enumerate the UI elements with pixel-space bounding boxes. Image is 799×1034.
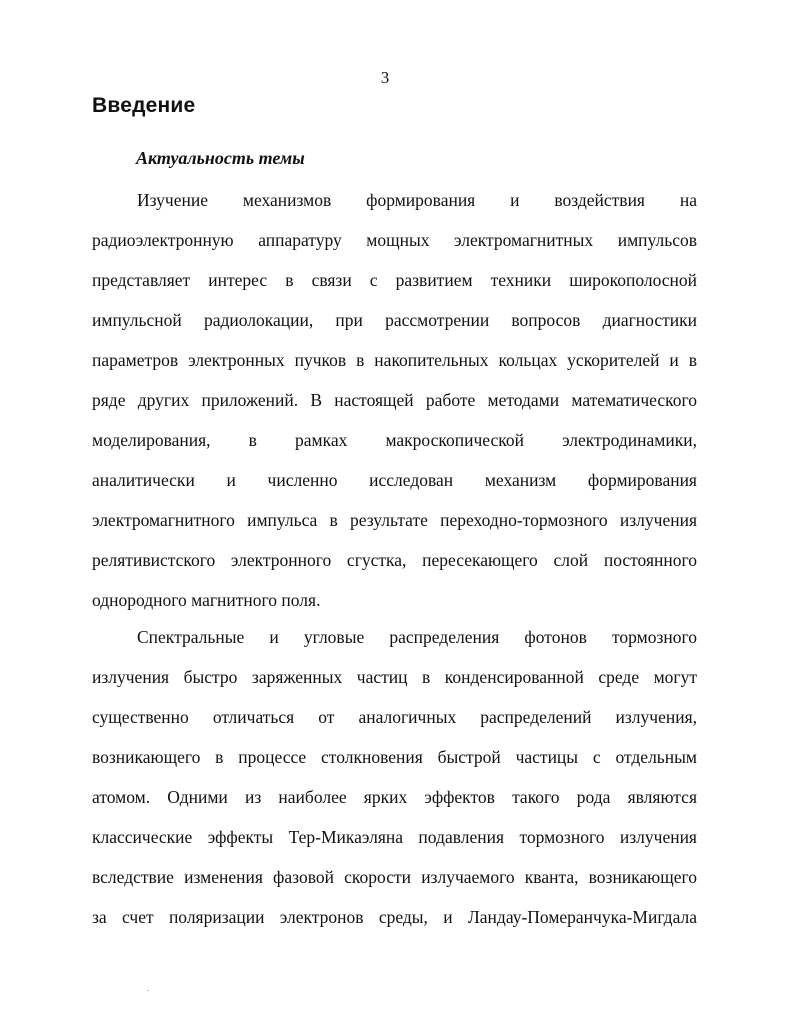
paragraph-line: ряде других приложений. В настоящей работе методами математического: [92, 390, 697, 410]
paragraph-line: существенно отличаться от аналогичных распределений излучения,: [92, 707, 697, 727]
paragraph-line: моделирования, в рамках макроскопической электродинамики,: [92, 430, 697, 450]
paragraph-line: представляет интерес в связи с развитием техники широкополосной: [92, 270, 697, 290]
paragraph-line: импульсной радиолокации, при рассмотрении вопросов диагностики: [92, 310, 697, 330]
paragraph-line: Спектральные и угловые распределения фотонов тормозного: [137, 627, 697, 647]
subsection-heading: Актуальность темы: [136, 148, 305, 168]
paragraph-line: вследствие изменения фазовой скорости излучаемого кванта, возникающего: [92, 867, 697, 887]
paragraph-1: [92, 180, 697, 620]
paragraph-line: радиоэлектронную аппаратуру мощных электромагнитных импульсов: [92, 230, 697, 250]
paragraph-2: [92, 617, 697, 937]
paragraph-line: излучения быстро заряженных частиц в конденсированной среде могут: [92, 667, 697, 687]
paragraph-line: однородного магнитного поля.: [92, 590, 321, 610]
paragraph-line: электромагнитного импульса в результате переходно-тормозного излучения: [92, 510, 697, 530]
paragraph-line: за счет поляризации электронов среды, и Ландау-Померанчука-Мигдала: [92, 907, 697, 927]
paragraph-line: Изучение механизмов формирования и воздействия на: [137, 190, 697, 210]
paragraph-line: параметров электронных пучков в накопительных кольцах ускорителей и в: [92, 350, 697, 370]
paragraph-line: возникающего в процессе столкновения быстрой частицы с отдельным: [92, 747, 697, 767]
paragraph-line: классические эффекты Тер-Микаэляна подавления тормозного излучения: [92, 827, 697, 847]
scan-speck: [147, 990, 149, 991]
paragraph-line: аналитически и численно исследован механизм формирования: [92, 470, 697, 490]
section-heading: Введение: [92, 94, 196, 117]
paragraph-line: атомом. Одними из наиболее ярких эффектов такого рода являются: [92, 787, 697, 807]
page-number: 3: [380, 68, 390, 87]
paragraph-line: релятивистского электронного сгустка, пересекающего слой постоянного: [92, 550, 697, 570]
